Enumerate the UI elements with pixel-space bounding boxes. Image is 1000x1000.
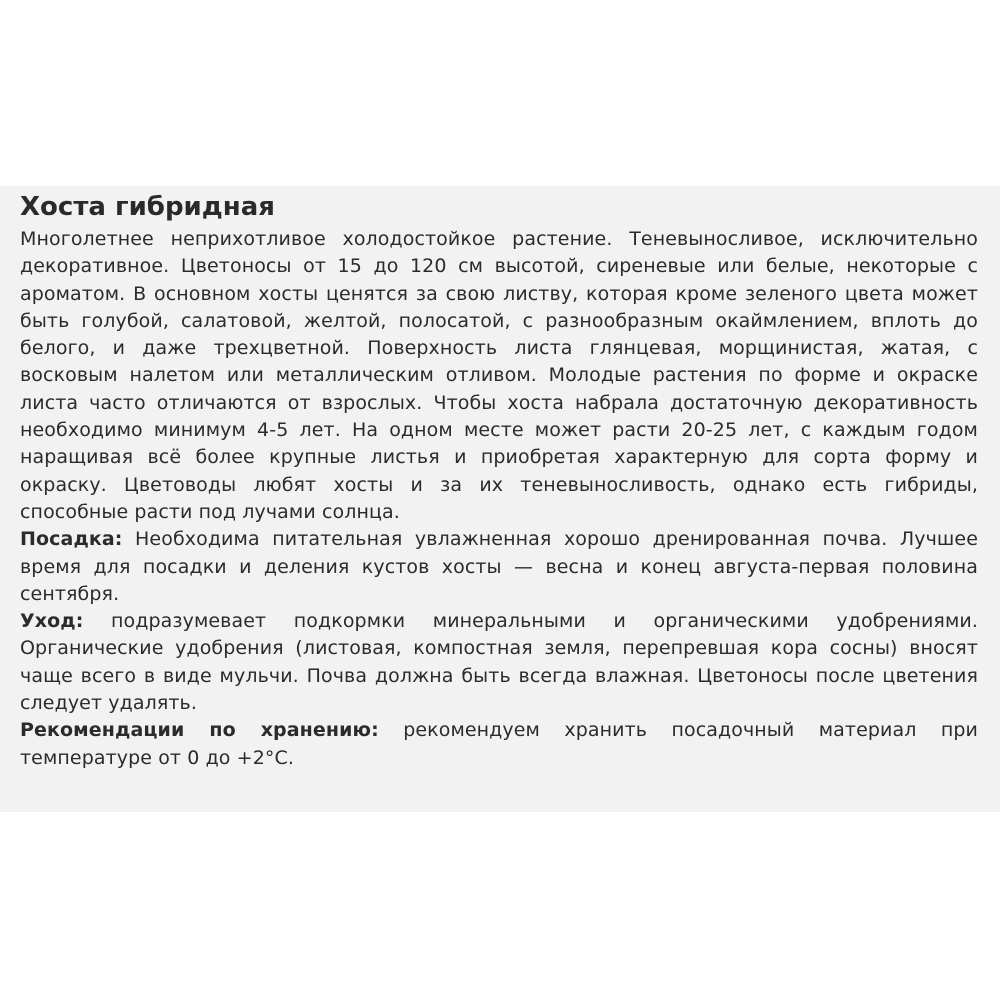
storage-text: рекомендуем хранить посадочный материал при температуре от 0 до +2°С. bbox=[20, 719, 978, 769]
planting-section bbox=[20, 526, 978, 608]
product-description bbox=[20, 190, 978, 772]
planting-text: Необходима питательная увлажненная хорошо дренированная почва. Лучшее время для посадки и деления кустов хосты — весна и конец августа-первая половина сентября. bbox=[20, 528, 978, 605]
product-title: Хоста гибридная bbox=[20, 192, 275, 222]
care-section bbox=[20, 608, 978, 717]
care-text: подразумевает подкормки минеральными и органическими удобрениями. Органические удобрения (листовая, компостная земля, перепревшая кора сосны) вносят чаще всего в виде мульчи. Почва должна быть всегда влажная. Цветоносы после цветения следует удалять. bbox=[20, 610, 978, 715]
intro-paragraph: Многолетнее неприхотливое холодостойкое растение. Теневыносливое, исключительно декоративное. Цветоносы от 15 до 120 см высотой, сиреневые или белые, некоторые с ароматом. В основном хосты ценятся за свою листву, которая кроме зеленого цвета может быть голубой, салатовой, желтой, полосатой, с разнообразным окаймлением, вплоть до белого, и даже трехцветной. Поверхность листа глянцевая, морщинистая, жатая, с восковым налетом или металлическим отливом. Молодые растения по форме и окраске листа часто отличаются от взрослых. Чтобы хоста набрала достаточную декоративность необходимо минимум 4-5 лет. На одном месте может расти 20-25 лет, с каждым годом наращивая всё более крупные листья и приобретая характерную для сорта форму и окраску. Цветоводы любят хосты и за их теневыносливость, однако есть гибриды, способные расти под лучами солнца. bbox=[20, 228, 978, 523]
planting-heading: Посадка: bbox=[20, 528, 123, 551]
storage-section bbox=[20, 717, 978, 772]
storage-heading: Рекомендации по хранению: bbox=[20, 719, 379, 742]
care-heading: Уход: bbox=[20, 610, 84, 633]
